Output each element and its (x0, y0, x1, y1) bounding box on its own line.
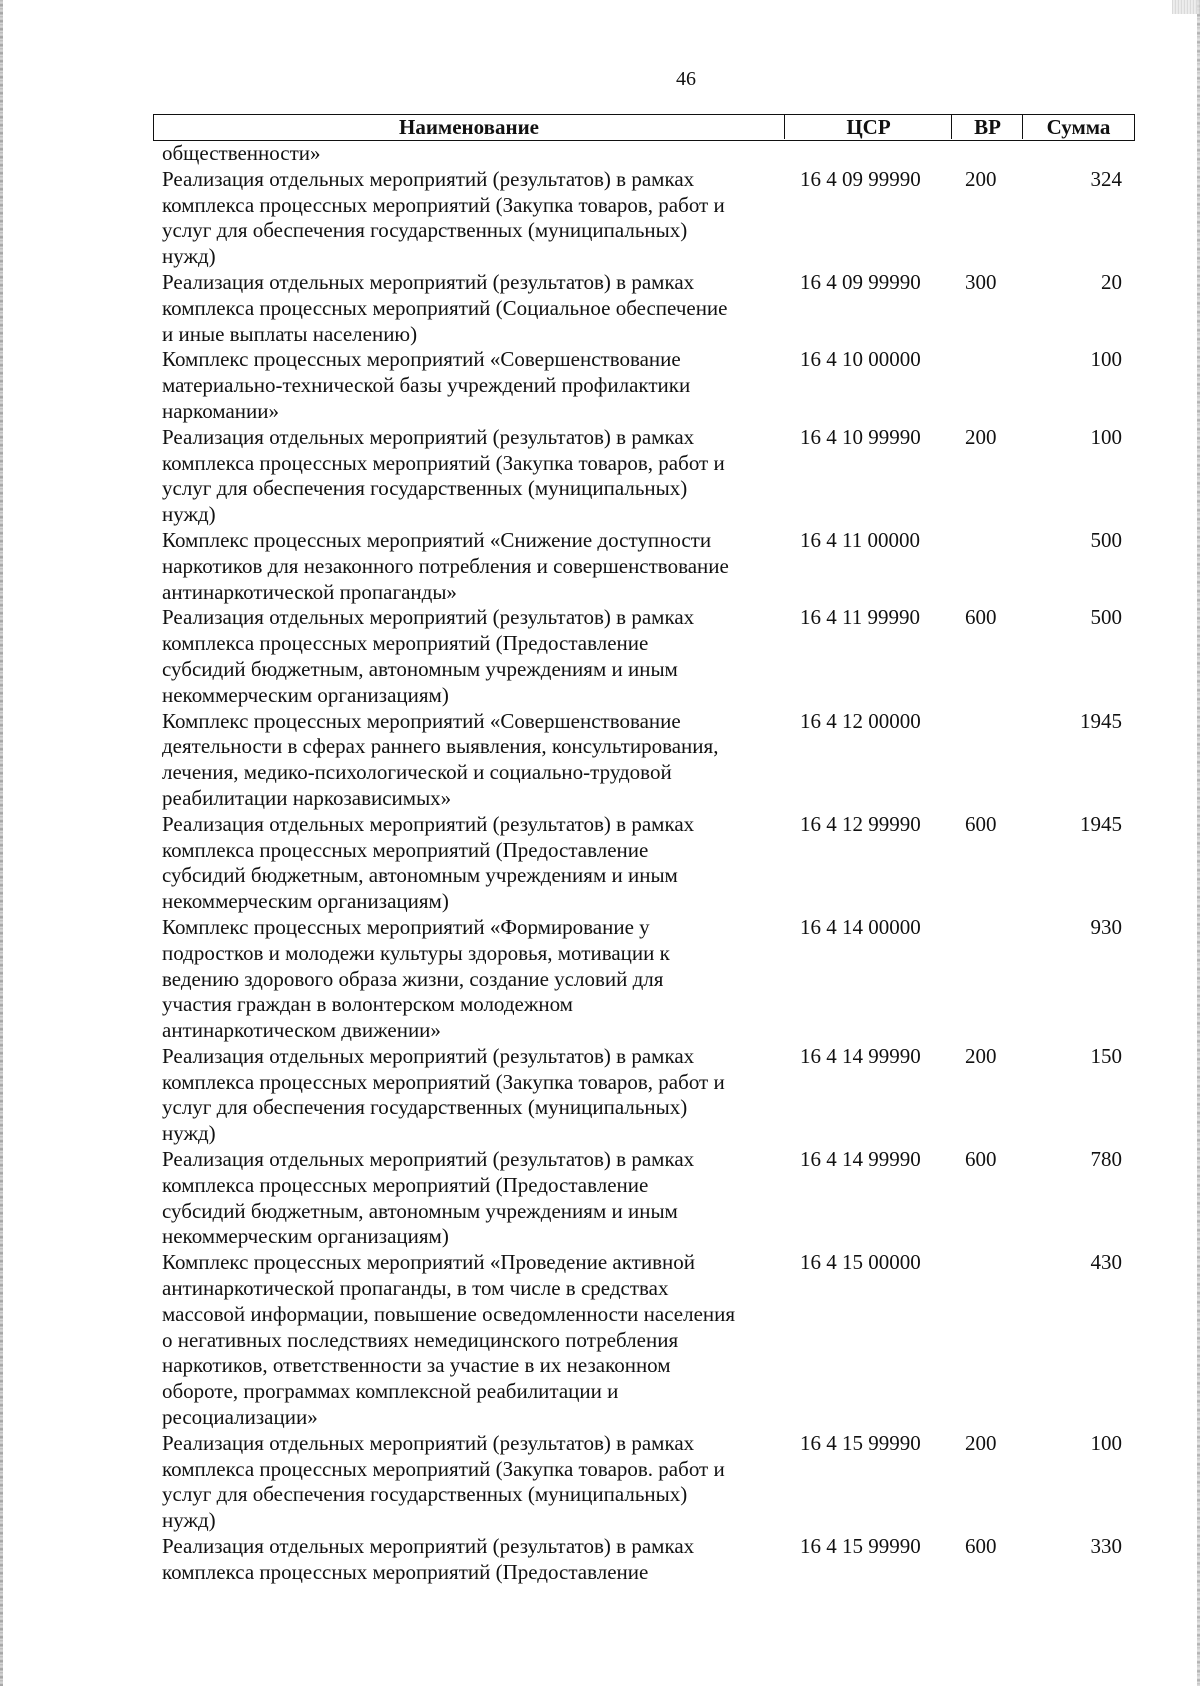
row-vr: 600 (965, 605, 997, 630)
row-sum: 330 (1090, 1534, 1122, 1559)
row-vr: 200 (965, 424, 997, 449)
row-vr: 300 (965, 269, 997, 294)
row-sum: 100 (1090, 347, 1122, 372)
table-row (0, 1250, 1200, 1431)
row-vr: 200 (965, 1430, 997, 1455)
row-name: Реализация отдельных мероприятий (результатов) в рамках комплекса процессных мероприятий (Закупка товаров, работ и услуг для обеспечения государственных (муниципальных) нужд) (162, 1043, 725, 1146)
row-csr: 16 4 14 99990 (800, 1147, 921, 1172)
row-name: общественности» (162, 141, 321, 165)
row-csr: 16 4 10 99990 (800, 424, 921, 449)
row-name: Реализация отдельных мероприятий (результатов) в рамках комплекса процессных мероприятий (Предоставление (162, 1534, 695, 1584)
table-row (0, 425, 1200, 528)
row-name: Реализация отдельных мероприятий (результатов) в рамках комплекса процессных мероприятий (Закупка товаров. работ и услуг для обеспечения государственных (муниципальных) нужд) (162, 1430, 725, 1533)
header-vr: ВР (951, 115, 1023, 139)
table-row (0, 605, 1200, 708)
row-sum: 1945 (1080, 811, 1122, 836)
row-vr: 600 (965, 1534, 997, 1559)
table-row (0, 1534, 1200, 1586)
row-sum: 430 (1090, 1250, 1122, 1275)
table-row (0, 1147, 1200, 1250)
row-sum: 100 (1090, 1430, 1122, 1455)
table-row (0, 1431, 1200, 1534)
table-row (0, 1044, 1200, 1147)
table-row (0, 167, 1200, 270)
row-name: Комплекс процессных мероприятий «Снижение доступности наркотиков для незаконного потребления и совершенствование антинаркотической пропаганды» (162, 527, 729, 604)
table-row (0, 812, 1200, 915)
row-csr: 16 4 09 99990 (800, 269, 921, 294)
row-name: Реализация отдельных мероприятий (результатов) в рамках комплекса процессных мероприятий (Предоставление субсидий бюджетным, автономным учреждениям и иным некоммерческим организациям) (162, 811, 695, 914)
row-sum: 780 (1090, 1147, 1122, 1172)
row-sum: 1945 (1080, 708, 1122, 733)
table-row (0, 915, 1200, 1044)
row-name: Комплекс процессных мероприятий «Совершенствование материально-технической базы учреждений профилактики наркомании» (162, 347, 691, 423)
row-sum: 20 (1101, 269, 1122, 294)
table-row (0, 528, 1200, 605)
header-name: Наименование (399, 115, 539, 139)
row-name: Реализация отдельных мероприятий (результатов) в рамках комплекса процессных мероприятий (Предоставление субсидий бюджетным, автономным учреждениям и иным некоммерческим организациям) (162, 605, 695, 707)
row-name: Комплекс процессных мероприятий «Проведение активной антинаркотической пропаганды, в том числе в средствах массовой информации, повышение осведомленности населения о негативных последствиях немедицинского потребления наркотиков, ответственности за участие в их незаконном обороте, программах комплексной реабилитации и ресоциализации» (162, 1250, 736, 1430)
header-csr: ЦСР (784, 115, 952, 139)
row-sum: 930 (1090, 914, 1122, 939)
row-name: Реализация отдельных мероприятий (результатов) в рамках комплекса процессных мероприятий (Социальное обеспечение и иные выплаты населению) (162, 269, 728, 346)
row-csr: 16 4 14 99990 (800, 1043, 921, 1068)
row-name: Комплекс процессных мероприятий «Совершенствование деятельности в сферах раннего выявления, консультирования, лечения, медико-психологической и социально-трудовой реабилитации наркозависимых» (162, 708, 719, 810)
row-csr: 16 4 10 00000 (800, 347, 921, 372)
row-sum: 100 (1090, 424, 1122, 449)
row-vr: 600 (965, 1147, 997, 1172)
row-csr: 16 4 11 99990 (800, 605, 920, 630)
table-row (0, 347, 1200, 424)
table-row (0, 709, 1200, 812)
row-sum: 500 (1090, 527, 1122, 552)
row-csr: 16 4 11 00000 (800, 527, 920, 552)
row-csr: 16 4 14 00000 (800, 914, 921, 939)
header-sum: Сумма (1022, 115, 1134, 139)
row-sum: 324 (1090, 166, 1122, 191)
row-vr: 200 (965, 1043, 997, 1068)
row-sum: 150 (1090, 1043, 1122, 1068)
row-sum: 500 (1090, 605, 1122, 630)
table-row (0, 141, 1200, 167)
row-csr: 16 4 09 99990 (800, 166, 921, 191)
table-body (0, 141, 1200, 1586)
row-name: Комплекс процессных мероприятий «Формирование у подростков и молодежи культуры здоровья, мотивации к ведению здорового образа жизни, создание условий для участия граждан в волонтерском молодежном антинаркотическом движении» (162, 914, 670, 1043)
row-name: Реализация отдельных мероприятий (результатов) в рамках комплекса процессных мероприятий (Закупка товаров, работ и услуг для обеспечения государственных (муниципальных) нужд) (162, 166, 725, 269)
row-vr: 600 (965, 811, 997, 836)
row-csr: 16 4 12 00000 (800, 708, 921, 733)
row-name: Реализация отдельных мероприятий (результатов) в рамках комплекса процессных мероприятий (Закупка товаров, работ и услуг для обеспечения государственных (муниципальных) нужд) (162, 424, 725, 527)
row-csr: 16 4 15 99990 (800, 1534, 921, 1559)
row-vr: 200 (965, 166, 997, 191)
table-header (153, 114, 1135, 141)
scan-corner-mark (1172, 0, 1200, 14)
row-csr: 16 4 12 99990 (800, 811, 921, 836)
page-number: 46 (676, 68, 696, 90)
row-csr: 16 4 15 99990 (800, 1430, 921, 1455)
row-name: Реализация отдельных мероприятий (результатов) в рамках комплекса процессных мероприятий (Предоставление субсидий бюджетным, автономным учреждениям и иным некоммерческим организациям) (162, 1147, 695, 1249)
table-row (0, 270, 1200, 347)
row-csr: 16 4 15 00000 (800, 1250, 921, 1275)
